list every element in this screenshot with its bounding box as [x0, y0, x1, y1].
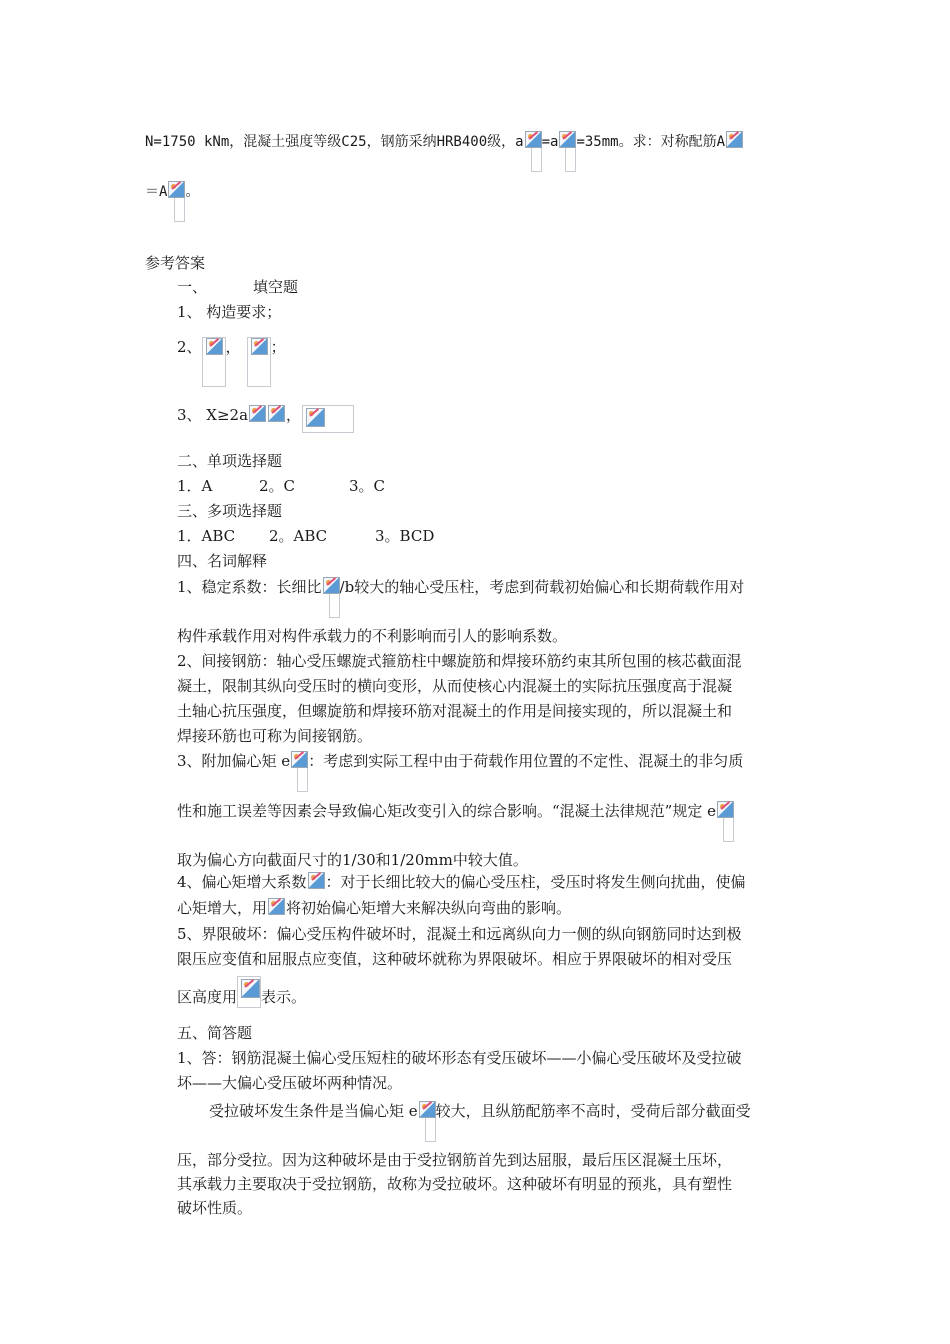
formula-image-icon	[268, 898, 285, 915]
section-4-heading: 四、名词解释	[177, 552, 268, 570]
formula-image-icon	[268, 405, 285, 422]
term-4-line-1	[177, 872, 746, 892]
text: 1、稳定系数：长细比	[177, 578, 322, 596]
term-5-line-3	[177, 976, 306, 1008]
text: 。	[185, 184, 200, 200]
formula-image-icon	[559, 131, 576, 148]
term-1-line-2: 构件承载作用对构件承载力的不利影响而引人的影响系数。	[177, 627, 568, 645]
text: 较大，且纵筋配筋率不高时，受荷后部分截面受	[435, 1102, 751, 1120]
text: =35mm。求：对称配筋A	[576, 134, 726, 150]
term-3-line-2	[177, 801, 734, 842]
problem-line-2	[145, 181, 199, 222]
term-1-line-1	[177, 577, 744, 618]
formula-image-icon	[323, 577, 340, 594]
text: 区高度用	[177, 988, 238, 1006]
section-1-heading	[177, 277, 298, 297]
image-frame	[297, 765, 308, 792]
single-choice-answers	[177, 476, 385, 496]
formula-image-icon	[308, 872, 325, 889]
text: 4、偏心矩增大系数	[177, 873, 307, 891]
text: ；	[270, 338, 286, 356]
formula-image-icon	[168, 181, 185, 198]
answer: 2。C	[259, 477, 296, 495]
image-frame	[565, 145, 576, 172]
term-3-line-1	[177, 751, 743, 792]
text: 表示。	[261, 988, 307, 1006]
formula-image-icon	[249, 405, 266, 422]
formula-image-icon	[726, 131, 743, 148]
formula-image-icon	[525, 131, 542, 148]
term-2-line-4: 焊接环筋也可称为间接钢筋。	[177, 727, 373, 745]
image-frame	[174, 195, 185, 222]
section-2-heading: 二、单项选择题	[177, 452, 283, 470]
short-answer-1-line-4: 压，部分受拉。因为这种破坏是由于受拉钢筋首先到达屈服，最后压区混凝土压坏，	[177, 1151, 733, 1169]
answer: 3。C	[349, 477, 386, 495]
text: ＝A	[145, 184, 168, 200]
section-number: 一、	[177, 278, 208, 296]
multi-choice-answers	[177, 526, 434, 546]
text: 2、	[177, 338, 202, 356]
text: 心矩增大，用	[177, 899, 268, 917]
image-frame	[425, 1115, 436, 1142]
formula-image-icon	[306, 408, 325, 427]
term-2-line-3: 土轴心抗压强度，但螺旋筋和焊接环筋对混凝土的作用是间接实现的，所以混凝土和	[177, 702, 733, 720]
text: ，	[225, 338, 241, 356]
term-3-line-3: 取为偏心方向截面尺寸的1/30和1/20mm中较大值。	[177, 851, 528, 869]
formula-image-frame	[202, 337, 226, 387]
short-answer-1-line-5: 其承载力主要取决于受拉钢筋，故称为受拉破坏。这种破坏有明显的预兆，具有塑性	[177, 1175, 733, 1193]
fill-answer-2	[177, 337, 286, 387]
short-answer-1-line-3	[209, 1101, 751, 1142]
formula-image-frame	[302, 405, 354, 433]
answer: 1．ABC	[177, 527, 236, 545]
formula-image-icon	[206, 338, 223, 355]
term-2-line-1: 2、间接钢筋：轴心受压螺旋式箍筋柱中螺旋筋和焊接环筋约束其所包围的核芯截面混	[177, 652, 742, 670]
short-answer-1-line-2: 坏——大偏心受压破坏两种情况。	[177, 1074, 403, 1092]
answer: 2。ABC	[269, 527, 328, 545]
term-2-line-2: 凝土，限制其纵向受压时的横向变形，从而使核心内混凝土的实际抗压强度高于混凝	[177, 677, 733, 695]
formula-image-frame	[247, 337, 271, 387]
fill-answer-1: 1、 构造要求；	[177, 303, 282, 321]
text: 3、 X≥2a	[177, 406, 249, 424]
answer: 1．A	[177, 477, 213, 495]
term-5-line-2: 限压应变值和屈服点应变值，这种破坏就称为界限破坏。相应于界限破坏的相对受压	[177, 950, 733, 968]
formula-image-icon	[717, 801, 734, 818]
text: 性和施工误差等因素会导致偏心矩改变引入的综合影响。“混凝土法律规范”规定 e	[177, 802, 716, 820]
formula-image-icon	[419, 1101, 436, 1118]
section-5-heading: 五、简答题	[177, 1024, 253, 1042]
formula-image-icon	[291, 751, 308, 768]
text: =a	[541, 134, 559, 150]
section-title: 填空题	[253, 278, 299, 296]
term-5-line-1: 5、界限破坏：偏心受压构件破坏时，混凝土和远离纵向力一侧的纵向钢筋同时达到极	[177, 925, 742, 943]
short-answer-1-line-6: 破坏性质。	[177, 1199, 253, 1217]
text: 受拉破坏发生条件是当偏心矩 e	[209, 1102, 418, 1120]
section-3-heading: 三、多项选择题	[177, 502, 283, 520]
image-frame	[329, 591, 340, 618]
text: /b较大的轴心受压柱，考虑到荷载初始偏心和长期荷载作用对	[339, 578, 745, 596]
text: ：对于长细比较大的偏心受压柱，受压时将发生侧向扰曲，使偏	[325, 873, 746, 891]
text: 将初始偏心矩增大来解决纵向弯曲的影响。	[286, 899, 572, 917]
short-answer-1-line-1: 1、答：钢筋混凝土偏心受压短柱的破坏形态有受压破坏——小偏心受压破坏及受拉破	[177, 1049, 742, 1067]
formula-image-icon	[251, 338, 268, 355]
image-frame	[723, 815, 734, 842]
formula-image-icon	[241, 979, 260, 998]
term-4-line-2	[177, 898, 571, 918]
answer: 3。BCD	[375, 527, 435, 545]
image-frame	[531, 145, 542, 172]
problem-line-1	[145, 131, 744, 172]
text: ，	[286, 406, 302, 424]
formula-image-frame	[237, 976, 261, 1008]
fill-answer-3	[177, 405, 354, 433]
text: 3、附加偏心矩 e	[177, 752, 291, 770]
text: N=1750 kNm，混凝土强度等级C25，钢筋采纳HRB400级，a	[145, 134, 524, 150]
answers-title: 参考答案	[145, 254, 206, 272]
text: ：考虑到实际工程中由于荷载作用位置的不定性、混凝土的非匀质	[308, 752, 744, 770]
